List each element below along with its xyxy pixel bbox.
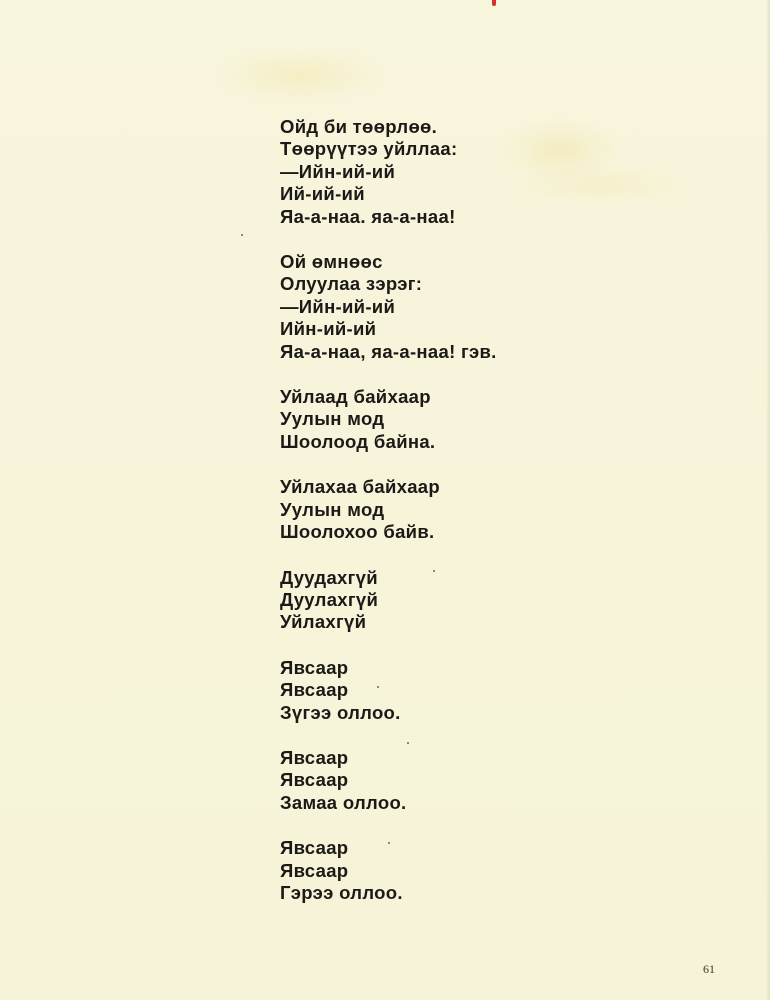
stanza (280, 837, 620, 904)
poem-line: Уйлаад байхаар (280, 386, 431, 408)
red-ink-mark (492, 0, 496, 6)
poem-line: —Ийн-ий-ий (280, 295, 396, 317)
poem-line: Ий-ий-ий (280, 183, 365, 205)
poem (280, 116, 620, 927)
poem-line: Явсаар (280, 859, 349, 881)
stanza (280, 386, 620, 453)
poem-line: Шоолохоо байв. (280, 521, 435, 543)
page-number: 61 (703, 962, 715, 976)
poem-line: Замаа оллоо. (280, 791, 407, 813)
poem-line: —Ийн-ий-ий (280, 160, 396, 182)
poem-line: Зүгээ оллоо. (280, 701, 401, 723)
stanza (280, 567, 620, 634)
poem-line: Уйлахаа байхаар (280, 476, 440, 498)
poem-line: Явсаар (280, 837, 349, 859)
poem-line: Төөрүүтээ уйллаа: (280, 138, 458, 160)
paper-speck (241, 234, 243, 236)
poem-line: Дуулахгүй (280, 588, 379, 610)
poem-line: Явсаар (280, 769, 349, 791)
stanza (280, 747, 620, 814)
poem-line: Уйлахгүй (280, 611, 367, 633)
poem-line: Дуудахгүй (280, 566, 378, 588)
poem-line: Яа-а-наа, яа-а-наа! гэв. (280, 340, 497, 362)
poem-line: Явсаар (280, 656, 349, 678)
page-edge (766, 0, 770, 1000)
poem-line: Олуулаа зэрэг: (280, 273, 423, 295)
stanza (280, 251, 620, 363)
poem-line: Яа-а-наа. яа-а-наа! (280, 205, 456, 227)
poem-line: Ойд би төөрлөө. (280, 116, 438, 137)
poem-line: Ой өмнөөс (280, 251, 383, 273)
stanza (280, 476, 620, 543)
poem-line: Ийн-ий-ий (280, 318, 377, 340)
stanza (280, 116, 620, 228)
poem-line: Явсаар (280, 679, 349, 701)
poem-line: Явсаар (280, 746, 349, 768)
poem-line: Уулын мод (280, 408, 385, 430)
poem-line: Шоолоод байна. (280, 430, 436, 452)
poem-line: Гэрээ оллоо. (280, 881, 403, 903)
stanza (280, 657, 620, 724)
poem-line: Уулын мод (280, 498, 385, 520)
